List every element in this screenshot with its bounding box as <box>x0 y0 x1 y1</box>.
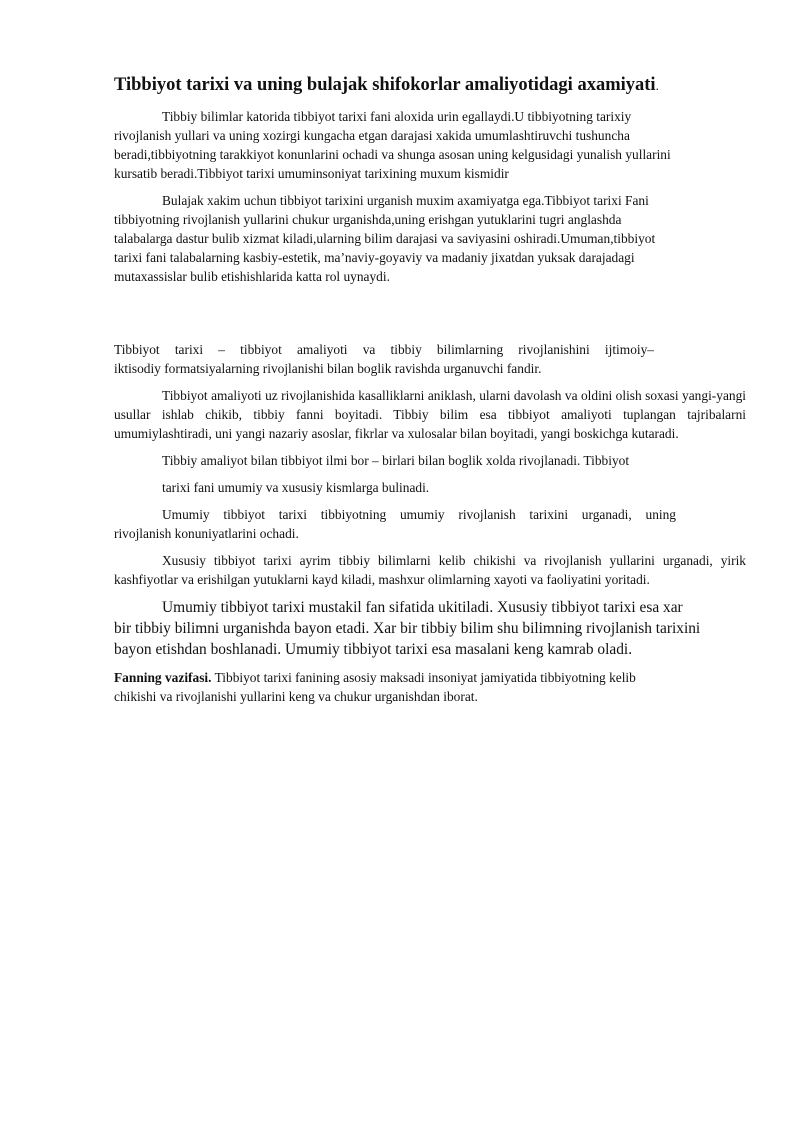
text-line: Tibbiyot tarixi – tibbiyot amaliyoti va tibbiy bilimlarning rivojlanishini ijtimoiy– <box>114 342 654 357</box>
document-page <box>114 72 746 706</box>
task-text: Tibbiyot tarixi fanining asosiy maksadi insoniyat jamiyatida tibbiyotning kelib <box>211 670 636 685</box>
task-lead: Fanning vazifasi. <box>114 670 212 685</box>
title-dot: . <box>655 78 659 93</box>
title-text: Tibbiyot tarixi va uning bulajak shifokorlar amaliyotidagi axamiyati <box>114 75 656 95</box>
document-title <box>114 72 746 99</box>
paragraph-special-history: Xususiy tibbiyot tarixi ayrim tibbiy bilimlarni kelib chikishi va rivojlanish yullarini urganadi, yirik kashfiyotlar va erishilgan yutuklarni kayd kiladi, mashxur olimlarning xayoti va faoliyatini yoritadi. <box>114 553 746 587</box>
paragraph-definition <box>114 340 654 378</box>
paragraph-general-history <box>114 505 676 543</box>
paragraph-intro <box>114 107 746 183</box>
paragraph-importance <box>114 191 746 286</box>
text-line: bayon etishdan boshlanadi. Umumiy tibbiyot tarixi esa masalani keng kamrab oladi. <box>114 641 633 658</box>
paragraph-division: tarixi fani umumiy va xususiy kismlarga bulinadi. <box>162 480 430 495</box>
text-line: kursatib beradi.Tibbiyot tarixi umuminsoniyat tarixining muxum kismidir <box>114 166 509 181</box>
paragraph-practice: Tibbiyot amaliyoti uz rivojlanishida kasalliklarni aniklash, ularni davolash va oldini olish soxasi yangi-yangi usullar ishlab chikib, tibbiy fanni boyitadi. Tibbiy bilim esa tibbiyot amaliyoti tuplangan tajribalarni umumiylashtiradi, uni yangi nazariy asoslar, fikrlar va xulosalar bilan boyitadi, yangi boskichga kutaradi. <box>114 388 746 441</box>
text-line: tarixi fani talabalarning kasbiy-estetik, ma’naviy-goyaviy va madaniy jixatdan yuksak darajadagi <box>114 250 635 265</box>
text-line: rivojlanish yullari va uning xozirgi kungacha etgan darajasi xakida umumlashtiruvchi tushuncha <box>114 128 630 143</box>
text-line: Tibbiy bilimlar katorida tibbiyot tarixi fani aloxida urin egallaydi.U tibbiyotning tarixiy <box>162 109 632 124</box>
paragraph-teaching <box>114 597 746 660</box>
text-line: chikishi va rivojlanishi yullarini keng va chukur urganishdan iborat. <box>114 689 478 704</box>
text-line: Umumiy tibbiyot tarixi tibbiyotning umumiy rivojlanish tarixini urganadi, uning <box>162 507 676 522</box>
text-line <box>114 668 746 687</box>
paragraph-science: Tibbiy amaliyot bilan tibbiyot ilmi bor – birlari bilan boglik xolda rivojlanadi. Tibbiyot <box>162 453 630 468</box>
paragraph-task <box>114 668 746 706</box>
text-line: Bulajak xakim uchun tibbiyot tarixini urganish muxim axamiyatga ega.Tibbiyot tarixi Fani <box>162 193 649 208</box>
text-line: tibbiyotning rivojlanish yullarini chukur urganishda,uning erishgan yutuklarini tugri anglashda <box>114 212 622 227</box>
text-line: iktisodiy formatsiyalarning rivojlanishi bilan boglik ravishda urganuvchi fandir. <box>114 361 542 376</box>
text-line: talabalarga dastur bulib xizmat kiladi,ularning bilim darajasi va saviyasini oshiradi.Umuman,tibbiyot <box>114 231 656 246</box>
text-line: beradi,tibbiyotning tarakkiyot konunlarini ochadi va shunga asosan uning kelgusidagi yunalish yullarini <box>114 147 671 162</box>
text-line: Umumiy tibbiyot tarixi mustakil fan sifatida ukitiladi. Xususiy tibbiyot tarixi esa xar <box>162 599 683 616</box>
text-line: bir tibbiy bilimni urganishda bayon etadi. Xar bir tibbiy bilim shu bilimning rivojlanish tarixini <box>114 620 701 637</box>
text-line: rivojlanish konuniyatlarini ochadi. <box>114 526 299 541</box>
text-line: mutaxassislar bulib etishishlarida katta rol uynaydi. <box>114 269 390 284</box>
